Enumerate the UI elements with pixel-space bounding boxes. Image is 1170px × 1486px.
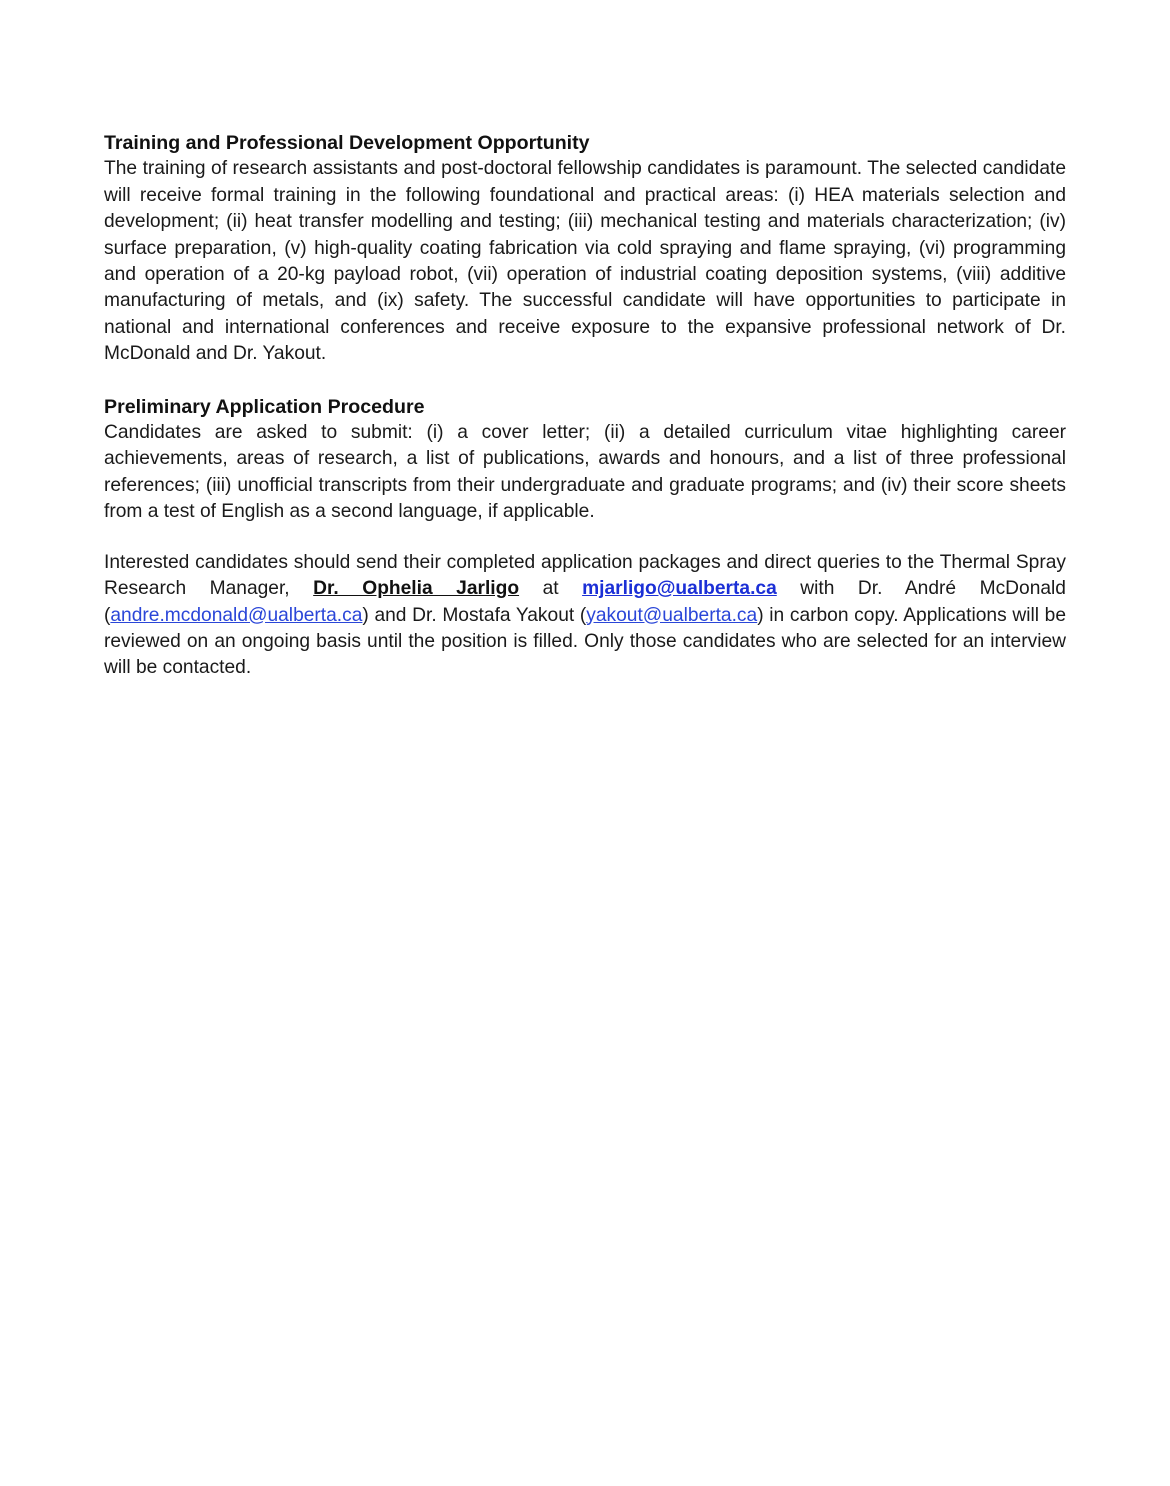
- paragraph-spacer: [104, 526, 1066, 550]
- document-content: [104, 130, 1066, 682]
- contact-text-3: with Dr. André McDonald (: [104, 578, 1066, 626]
- section-spacer: [104, 368, 1066, 394]
- training-paragraph: The training of research assistants and post-doctoral fellowship candidates is paramount. The selected candidate will receive formal training in the following foundational and practical areas: (i) HEA materials selection and development; (ii) heat transfer modelling and testing; (iii) mechanical testing and materials characterization; (iv) surface preparation, (v) high-quality coating fabrication via cold spraying and flame spraying, (vi) programming and operation of a 20-kg payload robot, (vii) operation of industrial coating deposition systems, (viii) additive manufacturing of metals, and (ix) safety. The successful candidate will have opportunities to participate in national and international conferences and receive exposure to the expansive professional network of Dr. McDonald and Dr. Yakout.: [104, 158, 1066, 365]
- training-heading: Training and Professional Development Opportunity: [104, 132, 590, 154]
- contact-text-4: ) and Dr. Mostafa Yakout (: [362, 604, 587, 626]
- contact-text-5: ) in carbon copy. Applications will be reviewed on an ongoing basis until the position is filled. Only those candidates who are selected for an interview will be contacted.: [104, 604, 1066, 679]
- manager-name: Dr. Ophelia Jarligo: [313, 578, 520, 600]
- contact-text-1: Interested candidates should send their completed application packages and direct queries to the Thermal Spray Research Manager,: [104, 551, 1066, 600]
- application-heading: Preliminary Application Procedure: [104, 395, 425, 418]
- manager-email-link[interactable]: mjarligo@ualberta.ca: [582, 578, 777, 600]
- yakout-email-link[interactable]: yakout@ualberta.ca: [586, 604, 758, 626]
- contact-text-2: at: [519, 578, 583, 600]
- application-paragraph: Candidates are asked to submit: (i) a cover letter; (ii) a detailed curriculum vitae highlighting career achievements, areas of research, a list of publications, awards and honours, and a list of three professional references; (iii) unofficial transcripts from their undergraduate and graduate programs; and (iv) their score sheets from a test of English as a second language, if applicable.: [104, 422, 1066, 523]
- contact-paragraph: [104, 550, 1066, 682]
- mcdonald-email-link[interactable]: andre.mcdonald@ualberta.ca: [110, 604, 363, 626]
